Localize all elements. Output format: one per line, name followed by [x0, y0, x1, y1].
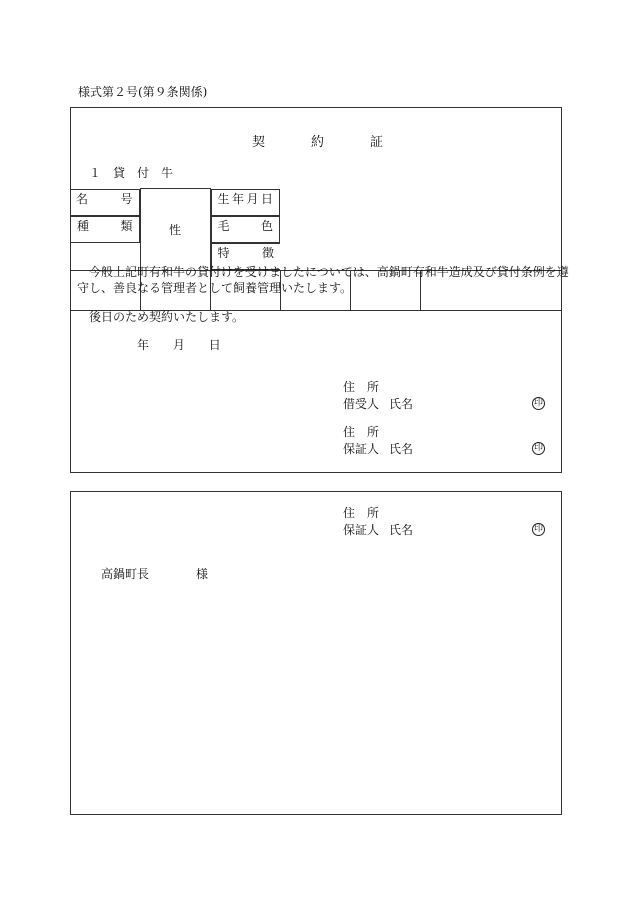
guarantor2-seal-icon: 印	[533, 524, 543, 534]
date-month-label: 月	[172, 338, 185, 352]
contract-box	[70, 107, 569, 473]
section-heading-loan-cattle: １ 貸 付 牛	[89, 166, 174, 180]
guarantor2-address-label: 住 所	[343, 506, 380, 520]
title-char-1: 契	[252, 135, 266, 150]
contract-date	[137, 339, 241, 351]
contract-body-line-1: 今般上記町有和牛の貸付けを受けましたについては、高鍋町有和牛造成及び貸付条例を遵	[89, 265, 569, 279]
header-birth-date: 生 年 月 日	[211, 189, 281, 216]
borrower-seal-icon: 印	[533, 398, 543, 408]
guarantor-continuation-box	[70, 491, 562, 815]
title-char-2: 約	[311, 135, 325, 150]
form-number-label: 様式第２号(第９条関係)	[78, 85, 208, 99]
header-features: 特 徴	[211, 243, 281, 270]
contract-body-line-2: 守し、善良なる管理者として飼養管理いたします。	[77, 281, 353, 295]
addressee-honorific: 様	[196, 567, 209, 581]
cattle-table-header-row	[70, 189, 562, 271]
guarantor2-name-label: 氏名	[389, 523, 414, 537]
guarantor-role-label: 保証人	[343, 442, 380, 456]
guarantor2-role-label: 保証人	[343, 523, 380, 537]
header-coat-color: 毛 色	[211, 216, 281, 243]
guarantor-address-label: 住 所	[343, 425, 380, 439]
header-sex: 性	[140, 189, 210, 271]
borrower-role-label: 借受人	[343, 397, 380, 411]
guarantor-seal-icon: 印	[533, 443, 543, 453]
guarantor-name-label: 氏名	[389, 442, 414, 456]
addressee-mayor: 高鍋町長	[101, 567, 150, 581]
date-year-label: 年	[137, 338, 150, 352]
borrower-address-label: 住 所	[343, 380, 380, 394]
borrower-name-label: 氏名	[389, 397, 414, 411]
header-breed: 種 類	[70, 216, 140, 243]
contract-body-paragraph-2: 後日のため契約いたします。	[89, 310, 245, 324]
title-char-3: 証	[370, 135, 384, 150]
header-name-number: 名 号	[70, 189, 140, 216]
date-day-label: 日	[208, 338, 221, 352]
